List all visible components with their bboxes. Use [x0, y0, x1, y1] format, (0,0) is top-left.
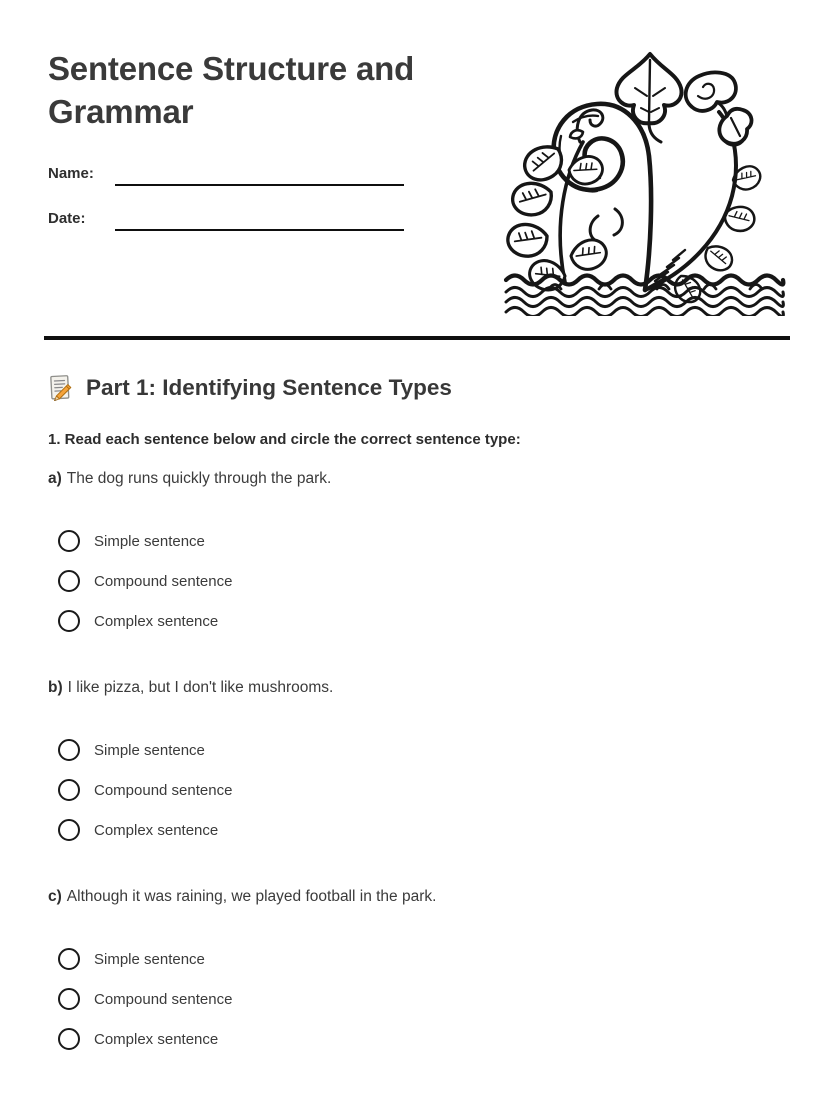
radio-circle[interactable]: [58, 948, 80, 970]
koru-plant-waves-drawing: [503, 44, 788, 316]
question-c-label: c): [48, 888, 62, 905]
option-simple-sentence[interactable]: [58, 739, 786, 761]
radio-circle[interactable]: [58, 779, 80, 801]
date-input-line[interactable]: [115, 209, 404, 231]
question-c-options: [48, 948, 786, 1050]
option-label: Complex sentence: [94, 612, 219, 630]
question-a-label: a): [48, 470, 62, 487]
name-input-line[interactable]: [115, 164, 404, 186]
option-complex-sentence[interactable]: [58, 1028, 786, 1050]
question-a-sentence: The dog runs quickly through the park.: [66, 470, 332, 487]
option-label: Complex sentence: [94, 821, 219, 839]
question-b-sentence: I like pizza, but I don't like mushrooms.: [67, 679, 334, 696]
plant-illustration: [503, 44, 788, 316]
question-a-options: [48, 530, 786, 632]
part1-heading: [48, 374, 786, 401]
radio-circle[interactable]: [58, 610, 80, 632]
name-label: Name:: [48, 164, 94, 182]
option-compound-sentence[interactable]: [58, 570, 786, 592]
option-label: Compound sentence: [94, 781, 233, 799]
radio-circle[interactable]: [58, 739, 80, 761]
option-simple-sentence[interactable]: [58, 948, 786, 970]
question-a-text: [48, 470, 786, 488]
question-c-sentence: Although it was raining, we played football in the park.: [66, 888, 437, 905]
question-b-label: b): [48, 679, 63, 696]
radio-circle[interactable]: [58, 819, 80, 841]
option-compound-sentence[interactable]: [58, 779, 786, 801]
option-label: Simple sentence: [94, 950, 205, 968]
date-label: Date:: [48, 209, 86, 227]
memo-pencil-icon: [48, 374, 75, 401]
question-c-text: [48, 888, 786, 906]
option-label: Compound sentence: [94, 990, 233, 1008]
option-label: Simple sentence: [94, 741, 205, 759]
question-c: [48, 888, 786, 1050]
option-simple-sentence[interactable]: [58, 530, 786, 552]
section-divider: [44, 336, 790, 340]
question-a: [48, 470, 786, 632]
worksheet-header: [48, 44, 786, 316]
radio-circle[interactable]: [58, 530, 80, 552]
name-field-row: [48, 164, 503, 186]
radio-circle[interactable]: [58, 1028, 80, 1050]
option-complex-sentence[interactable]: [58, 819, 786, 841]
date-field-row: [48, 209, 503, 231]
option-compound-sentence[interactable]: [58, 988, 786, 1010]
question-b-options: [48, 739, 786, 841]
header-text-block: [48, 44, 503, 254]
question-b: [48, 679, 786, 841]
radio-circle[interactable]: [58, 988, 80, 1010]
option-label: Complex sentence: [94, 1030, 219, 1048]
radio-circle[interactable]: [58, 570, 80, 592]
part1-instruction: 1. Read each sentence below and circle the correct sentence type:: [48, 431, 521, 448]
page-title: Sentence Structure and Grammar: [48, 50, 415, 130]
option-label: Simple sentence: [94, 532, 205, 550]
question-b-text: [48, 679, 786, 697]
option-label: Compound sentence: [94, 572, 233, 590]
option-complex-sentence[interactable]: [58, 610, 786, 632]
part1-heading-label: Part 1: Identifying Sentence Types: [86, 374, 452, 400]
